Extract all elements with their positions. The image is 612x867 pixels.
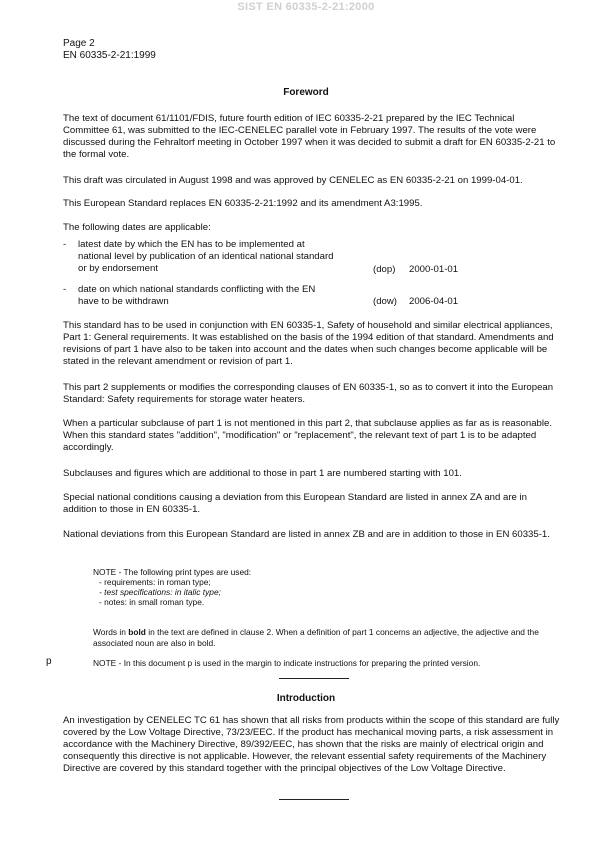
list-bullet: - xyxy=(63,239,67,250)
margin-note: NOTE - In this document p is used in the margin to indicate instructions for preparing the printed version. xyxy=(93,658,481,668)
date-item-text: date on which national standards conflicting with the EN have to be withdrawn xyxy=(78,284,316,307)
foreword-paragraph-5: This standard has to be used in conjunction with EN 60335-1, Safety of household and similar electrical appliances, Part 1: General requirements. It was established on the basis of the 1994 edition of that standard. Amendments and revisions of part 1 have also to be taken into account and the dates when such changes become applicable will be stated in the relevant amendment or revision of part 1. xyxy=(63,320,554,367)
bold-definition-paragraph: Words in bold in the text are defined in clause 2. When a definition of part 1 concerns an adjective, the adjective and the associated noun are also in bold. xyxy=(93,627,539,648)
date-item-code: (dop) xyxy=(373,264,396,275)
date-item-date: 2000-01-01 xyxy=(409,264,459,275)
introduction-paragraph: An investigation by CENELEC TC 61 has shown that all risks from products within the scope of this standard are fully covered by the Low Voltage Directive, 73/23/EEC. If the product has mechanical moving parts, a risk assessment in accordance with the Machinery Directive, 89/392/EEC, has shown that the risks are mainly of electrical origin and consequently this directive is not applicable. However, the relevant essential safety requirements of the Machinery Directive are covered by this standard together with the principal objectives of the Low Voltage Directive. xyxy=(63,715,560,774)
foreword-paragraph-3: This European Standard replaces EN 60335-2-21:1992 and its amendment A3:1995. xyxy=(63,198,423,209)
introduction-title: Introduction xyxy=(276,693,336,704)
list-bullet: - xyxy=(63,284,67,295)
document-id: EN 60335-2-21:1999 xyxy=(63,50,156,61)
margin-mark: p xyxy=(46,656,52,667)
page-header xyxy=(63,38,156,62)
foreword-paragraph-7: When a particular subclause of part 1 is not mentioned in this part 2, that subclause applies as far as is reasonable. When this standard states "addition", "modification" or "replacement", the relevant text of part 1 is to be adapted accordingly. xyxy=(63,418,553,453)
note-item-roman: - requirements: in roman type; xyxy=(99,577,211,587)
date-item-code: (dow) xyxy=(373,296,397,307)
print-types-note xyxy=(93,567,251,607)
foreword-title: Foreword xyxy=(283,87,329,98)
foreword-paragraph-9: Special national conditions causing a deviation from this European Standard are listed in annex ZA and are in addition to those in EN 60335-1. xyxy=(63,492,527,515)
note-item-small: - notes: in small roman type. xyxy=(99,597,205,607)
date-item-text: latest date by which the EN has to be implemented at national level by publication of an identical national standard or by endorsement xyxy=(78,239,334,274)
section-divider xyxy=(279,678,349,679)
end-divider xyxy=(279,799,349,800)
foreword-paragraph-6: This part 2 supplements or modifies the corresponding clauses of EN 60335-1, so as to convert it into the European Standard: Safety requirements for storage water heaters. xyxy=(63,382,554,405)
foreword-paragraph-10: National deviations from this European Standard are listed in annex ZB and are in addition to those in EN 60335-1. xyxy=(63,529,550,540)
page-number: Page 2 xyxy=(63,38,95,49)
note-intro: NOTE - The following print types are used: xyxy=(93,567,252,577)
foreword-paragraph-1: The text of document 61/1101/FDIS, future fourth edition of IEC 60335-2-21 prepared by the IEC Technical Committee 61, was submitted to the IEC-CENELEC parallel vote in February 1997. The results of the vote were discussed during the Fehraltorf meeting in October 1997 when it was decided to submit a draft for EN 60335-2-21 to the formal vote. xyxy=(63,113,556,160)
watermark: SIST EN 60335-2-21:2000 xyxy=(237,1,375,13)
foreword-paragraph-2: This draft was circulated in August 1998 and was approved by CENELEC as EN 60335-2-21 on 1999-04-01. xyxy=(63,175,523,186)
note-item-italic: - test specifications: in italic type; xyxy=(99,587,221,597)
foreword-paragraph-4: The following dates are applicable: xyxy=(63,222,211,233)
foreword-paragraph-8: Subclauses and figures which are additional to those in part 1 are numbered starting with 101. xyxy=(63,468,462,479)
date-item-date: 2006-04-01 xyxy=(409,296,459,307)
